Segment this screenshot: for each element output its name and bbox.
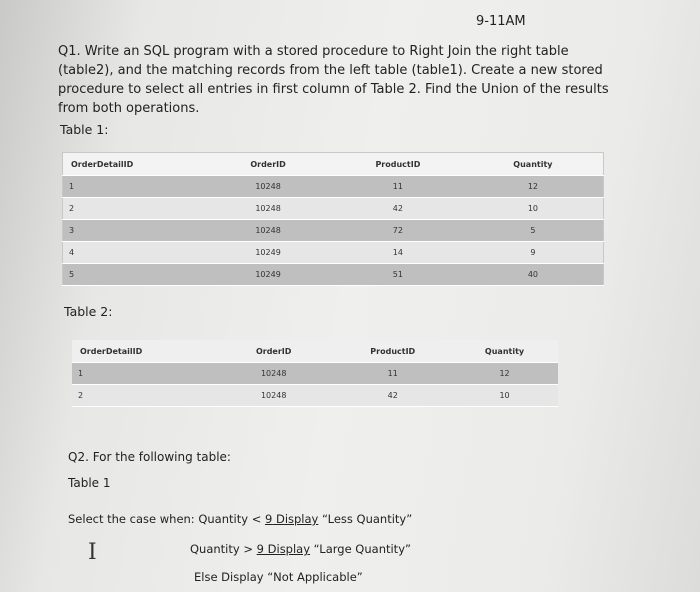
cell: 40 bbox=[463, 264, 604, 286]
header-productid: ProductID bbox=[333, 153, 463, 176]
cell: 2 bbox=[72, 385, 213, 407]
case-line-2-value: 9 bbox=[256, 542, 264, 556]
table-header-row bbox=[72, 340, 558, 363]
cell: 2 bbox=[63, 198, 204, 220]
cell: 10249 bbox=[203, 264, 333, 286]
table-reference: Table 1 bbox=[68, 476, 111, 490]
cell: 72 bbox=[333, 220, 463, 242]
case-line-1-text: “Less Quantity” bbox=[318, 512, 413, 526]
case-line-1 bbox=[68, 512, 412, 526]
table-row bbox=[63, 220, 604, 242]
cell: 5 bbox=[463, 220, 604, 242]
cell: 11 bbox=[334, 363, 451, 385]
cell: 10248 bbox=[203, 176, 333, 198]
case-line-1-prefix: Select the case when: Quantity < bbox=[68, 512, 265, 526]
cell: 11 bbox=[333, 176, 463, 198]
case-line-2-text: “Large Quantity” bbox=[310, 542, 411, 556]
cell: 9 bbox=[463, 242, 604, 264]
table-row bbox=[63, 198, 604, 220]
cell: 10248 bbox=[203, 220, 333, 242]
header-orderid: OrderID bbox=[213, 340, 335, 363]
table-row bbox=[72, 385, 558, 407]
table-2-label: Table 2: bbox=[64, 304, 113, 319]
table-row bbox=[72, 363, 558, 385]
text-cursor-icon: I bbox=[88, 540, 97, 565]
table-row bbox=[63, 264, 604, 286]
cell: 5 bbox=[63, 264, 204, 286]
header-quantity: Quantity bbox=[451, 340, 558, 363]
table-2 bbox=[72, 340, 558, 407]
cell: 3 bbox=[63, 220, 204, 242]
cell: 14 bbox=[333, 242, 463, 264]
time-label: 9-11AM bbox=[476, 14, 526, 29]
cell: 12 bbox=[451, 363, 558, 385]
cell: 10248 bbox=[213, 363, 335, 385]
cell: 12 bbox=[463, 176, 604, 198]
table-row bbox=[63, 176, 604, 198]
question-2-title: Q2. For the following table: bbox=[68, 450, 231, 464]
cell: 1 bbox=[63, 176, 204, 198]
header-orderid: OrderID bbox=[203, 153, 333, 176]
table-row bbox=[63, 242, 604, 264]
question-1-text: Q1. Write an SQL program with a stored procedure to Right Join the right table (table2), and the matching records from the left table (table1). Create a new stored procedure to select all entries in first column of Table 2. Find the Union of the results from both operations. bbox=[58, 44, 609, 116]
case-line-1-value: 9 bbox=[264, 512, 273, 526]
cell: 42 bbox=[334, 385, 451, 407]
cell: 4 bbox=[63, 242, 204, 264]
case-line-1-display: Display bbox=[272, 512, 319, 526]
case-line-2 bbox=[190, 542, 411, 556]
header-productid: ProductID bbox=[334, 340, 451, 363]
cell: 51 bbox=[333, 264, 463, 286]
table-1 bbox=[62, 152, 604, 286]
cell: 10 bbox=[463, 198, 604, 220]
cell: 10249 bbox=[203, 242, 333, 264]
case-line-2-display: Display bbox=[263, 542, 311, 556]
header-quantity: Quantity bbox=[463, 153, 604, 176]
cell: 10248 bbox=[203, 198, 333, 220]
cell: 10 bbox=[451, 385, 558, 407]
case-line-2-prefix: Quantity > bbox=[190, 542, 257, 556]
case-line-3: Else Display “Not Applicable” bbox=[194, 570, 363, 584]
table-header-row bbox=[63, 153, 604, 176]
table-1-label: Table 1: bbox=[60, 122, 109, 137]
header-orderdetailid: OrderDetailID bbox=[72, 340, 213, 363]
cell: 42 bbox=[333, 198, 463, 220]
cell: 10248 bbox=[213, 385, 335, 407]
cell: 1 bbox=[72, 363, 213, 385]
header-orderdetailid: OrderDetailID bbox=[63, 153, 204, 176]
